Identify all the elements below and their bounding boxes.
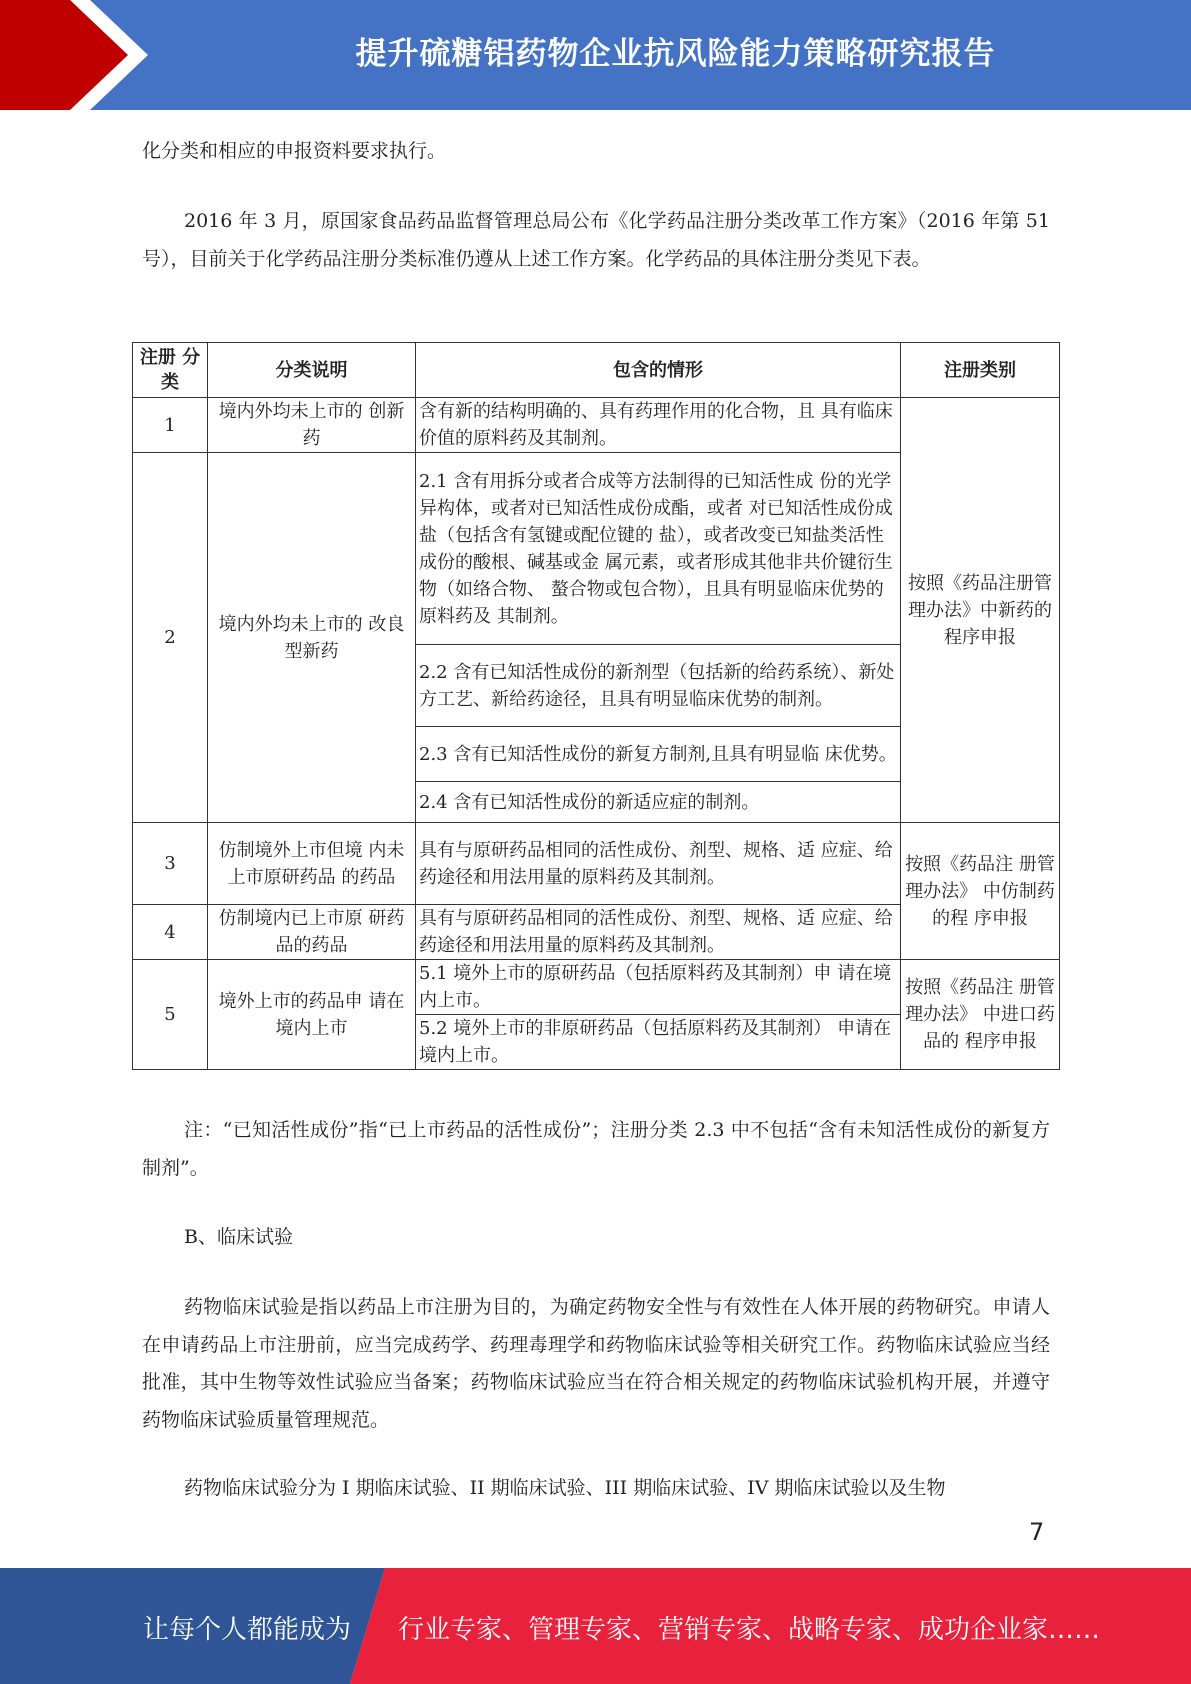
- category-description: 境内外均未上市的 创新药: [208, 398, 416, 453]
- table-row: [133, 823, 1060, 905]
- page-header: [0, 0, 1191, 110]
- header-registration-type: 注册类别: [901, 343, 1060, 398]
- registration-classification-table: [132, 342, 1060, 1070]
- category-situation: 5.2 境外上市的非原研药品（包括原料药及其制剂） 申请在境内上市。: [416, 1015, 901, 1070]
- footer-slogan-left: 让每个人都能成为: [143, 1615, 352, 1645]
- category-situation: 具有与原研药品相同的活性成份、剂型、规格、适 应症、给药途径和用法用量的原料药及其制剂。: [416, 905, 901, 960]
- category-situation: 2.3 含有已知活性成份的新复方制剂,且具有明显临 床优势。: [416, 727, 901, 782]
- category-situation: 5.1 境外上市的原研药品（包括原料药及其制剂）申 请在境内上市。: [416, 960, 901, 1015]
- category-number: 4: [133, 905, 208, 960]
- header-description: 分类说明: [208, 343, 416, 398]
- category-number: 1: [133, 398, 208, 453]
- category-number: 3: [133, 823, 208, 905]
- category-description: 仿制境内已上市原 研药品的药品: [208, 905, 416, 960]
- category-description: 境外上市的药品申 请在境内上市: [208, 960, 416, 1070]
- category-situation: 2.4 含有已知活性成份的新适应症的制剂。: [416, 782, 901, 823]
- category-situation: 具有与原研药品相同的活性成份、剂型、规格、适 应症、给药途径和用法用量的原料药及其制剂。: [416, 823, 901, 905]
- table-row: [133, 960, 1060, 1015]
- category-situation: 2.1 含有用拆分或者合成等方法制得的已知活性成 份的光学异构体，或者对已知活性成份成酯，或者 对已知活性成份成盐（包括含有氢键或配位键的 盐），或者改变已知盐类活性成份的酸根、碱基或金 属元素，或者形成其他非共价键衍生物（如络合物、 螯合物或包合物），且具有明显临床优势的原料药及 其制剂。: [416, 453, 901, 645]
- header-arrow-decoration: [0, 0, 160, 110]
- table-note: 注：“已知活性成份”指“已上市药品的活性成份”；注册分类 2.3 中不包括“含有未知活性成份的新复方制剂”。: [142, 1119, 1050, 1179]
- section-heading-clinical-trials: B、临床试验: [184, 1226, 293, 1248]
- page-number: 7: [1029, 1518, 1045, 1546]
- header-situations: 包含的情形: [416, 343, 901, 398]
- category-number: 2: [133, 453, 208, 823]
- category-number: 5: [133, 960, 208, 1070]
- table-row: [133, 398, 1060, 453]
- paragraph-clinical-trials: 药物临床试验是指以药品上市注册为目的，为确定药物安全性与有效性在人体开展的药物研究。申请人在申请药品上市注册前，应当完成药学、药理毒理学和药物临床试验等相关研究工作。药物临床试验应当经批准，其中生物等效性试验应当备案；药物临床试验应当在符合相关规定的药物临床试验机构开展，并遵守药物临床试验质量管理规范。: [142, 1296, 1050, 1431]
- paragraph-trial-phases: 药物临床试验分为 I 期临床试验、II 期临床试验、III 期临床试验、IV 期临床试验以及生物: [184, 1477, 946, 1499]
- paragraph-continuation: 化分类和相应的申报资料要求执行。: [142, 140, 447, 162]
- category-situation: 含有新的结构明确的、具有药理作用的化合物，且 具有临床价值的原料药及其制剂。: [416, 398, 901, 453]
- page-footer: [0, 1568, 1191, 1684]
- category-description: 境内外均未上市的 改良型新药: [208, 453, 416, 823]
- category-description: 仿制境外上市但境 内未上市原研药品 的药品: [208, 823, 416, 905]
- report-title: 提升硫糖铝药物企业抗风险能力策略研究报告: [355, 36, 996, 72]
- registration-type: 按照《药品注 册管理办法》 中仿制药的程 序申报: [901, 823, 1060, 960]
- registration-type: 按照《药品注 册管理办法》 中进口药品的 程序申报: [901, 960, 1060, 1070]
- header-category-number: 注册 分类: [133, 343, 208, 398]
- category-situation: 2.2 含有已知活性成份的新剂型（包括新的给药系统）、新处方工艺、新给药途径，且具有明显临床优势的制剂。: [416, 645, 901, 727]
- footer-slogan-right: 行业专家、管理专家、营销专家、战略专家、成功企业家……: [398, 1615, 1101, 1645]
- table-header-row: [133, 343, 1060, 398]
- registration-type: 按照《药品注册管理办法》中新药的程序申报: [901, 398, 1060, 823]
- paragraph-registration-intro: 2016 年 3 月，原国家食品药品监督管理总局公布《化学药品注册分类改革工作方案》（2016 年第 51 号），目前关于化学药品注册分类标准仍遵从上述工作方案。化学药品的具体注册分类见下表。: [142, 210, 1050, 270]
